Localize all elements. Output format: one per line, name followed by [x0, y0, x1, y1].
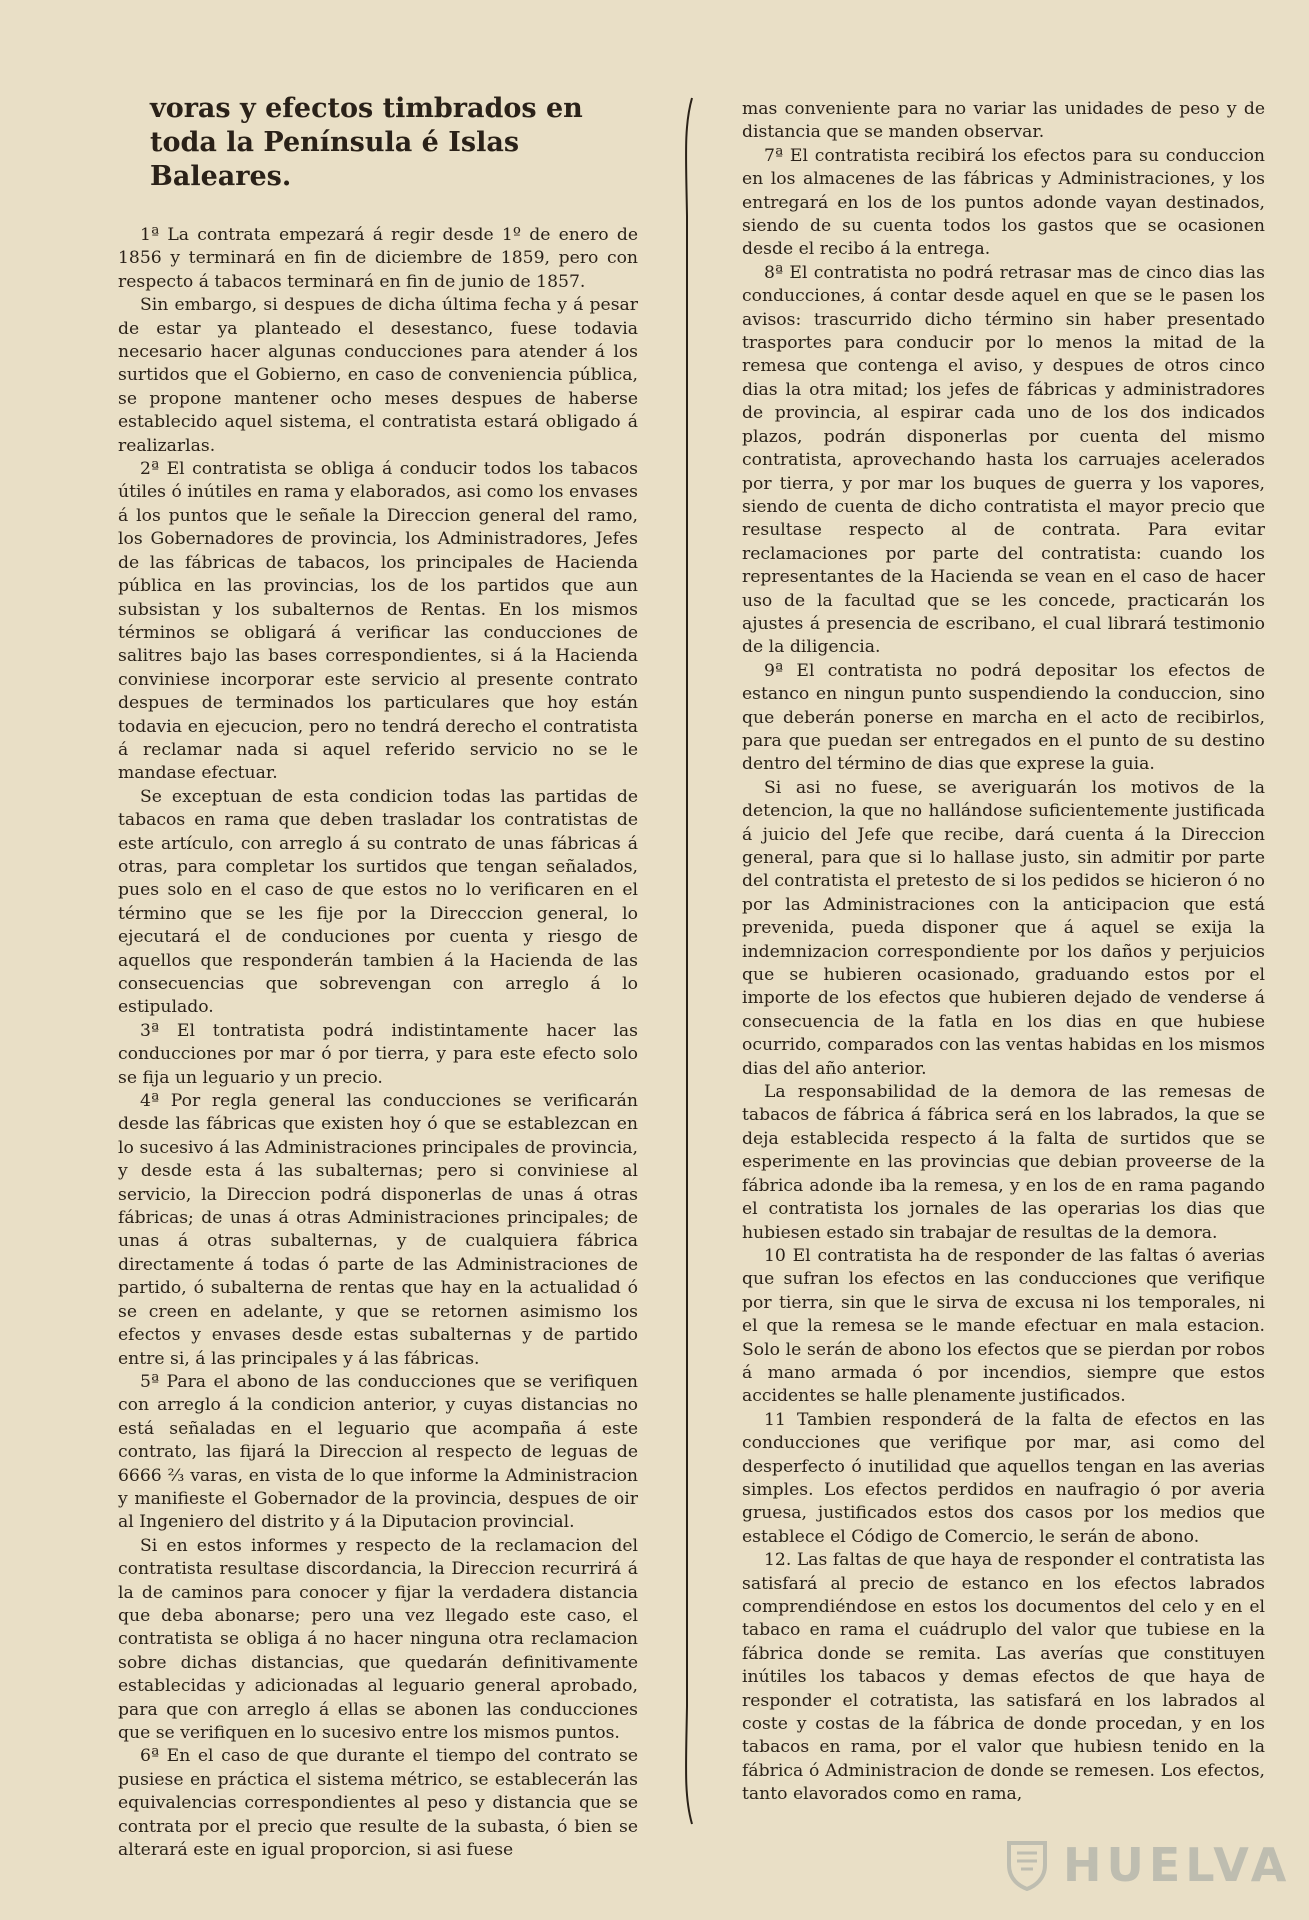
paragraph: La responsabilidad de la demora de las remesas de tabacos de fábrica á fábrica será en los labrados, la que se deja establecida respecto á la falta de surtidos que se esperimente en las provincias que debian proveerse de la fábrica adonde iba la remesa, y en los de en rama pagando el contratista los jornales de las operarias los dias que hubiesen estado sin trabajar de resultas de la demora.	[742, 1082, 1265, 1243]
paragraph: 8ª El contratista no podrá retrasar mas de cinco dias las conducciones, á contar desde aquel en que se le pasen los avisos: trascurrido dicho término sin haber presentado trasportes para conducir por lo menos la mitad de la remesa que contenga el aviso, y despues de otros cinco dias la otra mitad; los jefes de fábricas y administradores de provincia, al espirar cada uno de los dos indicados plazos, podrán disponerlas por cuenta del mismo contratista, aprovechando hasta los carruajes acelerados por tierra, y por mar los buques de guerra y los vapores, siendo de cuenta de dicho contratista el mayor precio que resultase respecto al de contrata. Para evitar reclamaciones por parte del contratista: cuando los representantes de la Hacienda se vean en el caso de hacer uso de la facultad que se les concede, practicarán los ajustes á presencia de escribano, el cual librará testimonio de la diligencia.	[742, 262, 1265, 658]
paragraph: 9ª El contratista no podrá depositar los efectos de estanco en ningun punto suspendiendo la conduccion, sino que deberán ponerse en marcha en el acto de recibirlos, para que puedan ser entregados en el punto de su destino dentro del término de dias que exprese la guia.	[742, 660, 1265, 775]
paragraph: Si en estos informes y respecto de la reclamacion del contratista resultase discordancia, la Direccion recurrirá á la de caminos para conocer y fijar la verdadera distancia que deba abonarse; pero una vez llegado este caso, el contratista se obliga á no hacer ninguna otra reclamacion sobre dichas distancias, que quedarán definitivamente establecidas y adicionadas al leguario general aprobado, para que con arreglo á ellas se abonen las conducciones que se verifiquen en lo sucesivo entre los mismos puntos.	[118, 1535, 638, 1743]
provincial-crest-icon	[1005, 1839, 1049, 1891]
left-paragraphs	[118, 224, 638, 1862]
paragraph: 6ª En el caso de que durante el tiempo del contrato se pusiese en práctica el sistema métrico, se establecerán las equivalencias correspondientes al peso y distancia que se contrata por el precio que resulte de la subasta, ó bien se alterará este en igual proporcion, si asi fuese	[118, 1746, 638, 1861]
paragraph: Sin embargo, si despues de dicha última fecha y á pesar de estar ya planteado el desestanco, fuese todavia necesario hacer algunas conducciones para atender á los surtidos que el Gobierno, en caso de conveniencia pública, se propone mantener ocho meses despues de haberse establecido aquel sistema, el contratista estará obligado á realizarlas.	[118, 295, 638, 456]
paragraph: 4ª Por regla general las conducciones se verificarán desde las fábricas que existen hoy ó que se establezcan en lo sucesivo á las Administraciones principales de provincia, y desde esta á las subalternas; pero si conviniese al servicio, la Direccion podrá disponerlas de unas á otras fábricas; de unas á otras Administraciones principales; de unas á otras subalternas, y de cualquiera fábrica directamente á todas ó parte de las Administraciones de partido, ó subalterna de rentas que hay en la actualidad ó se creen en adelante, y que se retornen asimismo los efectos y envases desde estas subalternas y de partido entre si, á las principales y á las fábricas.	[118, 1091, 638, 1369]
paragraph: 10 El contratista ha de responder de las faltas ó averias que sufran los efectos en las conducciones que verifique por tierra, sin que le sirva de excusa ni los temporales, ni el que la remesa se le mande efectuar en mala estacion. Solo le serán de abono los efectos que se pierdan por robos á mano armada ó por incendios, siempre que estos accidentes se halle plenamente justificados.	[742, 1245, 1265, 1407]
paragraph: 7ª El contratista recibirá los efectos para su conduccion en los almacenes de las fábricas y Administraciones, y los entregará en los de los puntos adonde vayan destinados, siendo de su cuenta todos los gastos que se ocasionen desde el recibo á la entrega.	[742, 145, 1265, 260]
archive-watermark	[1005, 1838, 1291, 1892]
watermark-text: HUELVA	[1063, 1838, 1292, 1892]
paragraph: 2ª El contratista se obliga á conducir todos los tabacos útiles ó inútiles en rama y elaborados, asi como los envases á los puntos que le señale la Direccion general del ramo, los Gobernadores de provincia, los Administradores, Jefes de las fábricas de tabacos, los principales de Hacienda pública en las provincias, los de los partidos que aun subsistan y los subalternos de Rentas. En los mismos términos se obligará á verificar las conducciones de salitres bajo las bases correspondientes, si á la Hacienda conviniese incorporar este servicio al presente contrato despues de terminados los particulares que hoy están todavia en ejecucion, pero no tendrá derecho el contratista á reclamar nada si aquel referido servicio no se le mandase efectuar.	[118, 459, 638, 784]
paragraph: Se exceptuan de esta condicion todas las partidas de tabacos en rama que deben trasladar los contratistas de este artículo, con arreglo á su contrato de unas fábricas á otras, para completar los surtidos que tengan señalados, pues solo en el caso de que estos no lo verificaren en el término que se les fije por la Direcccion general, lo ejecutará el de conduciones por cuenta y riesgo de aquellos que responderán tambien á la Hacienda de las consecuencias que sobrevengan con arreglo á lo estipulado.	[118, 786, 638, 1018]
paragraph: 3ª El tontratista podrá indistintamente hacer las conducciones por mar ó por tierra, y para este efecto solo se fija un leguario y un precio.	[118, 1020, 638, 1088]
column-divider	[682, 96, 698, 1826]
paragraph: 12. Las faltas de que haya de responder el contratista las satisfará al precio de estanco en los efectos labrados comprendiéndose en estos los documentos del celo y en el tabaco en rama el cuádruplo del valor que tubiese en la fábrica donde se remita. Las averías que constituyen inútiles los tabacos y demas efectos de que haya de responder el cotratista, las satisfará en los labrados al coste y costas de la fábrica de donde procedan, y en los tabacos en rama, por el valor que hubiesn tenido en la fábrica ó Administracion de donde se remesen. Los efectos, tanto elavorados como en rama,	[742, 1550, 1265, 1805]
paragraph: 1ª La contrata empezará á regir desde 1º de enero de 1856 y terminará en fin de diciembre de 1859, pero con respecto á tabacos terminará en fin de junio de 1857.	[118, 225, 638, 292]
right-paragraphs	[742, 98, 1265, 1807]
paragraph: mas conveniente para no variar las unidades de peso y de distancia que se manden observar.	[742, 99, 1265, 143]
paragraph: 5ª Para el abono de las conducciones que se verifiquen con arreglo á la condicion anterior, y cuyas distancias no está señaladas en el leguario que acompaña á este contrato, las fijará la Direccion al respecto de leguas de 6666 ⅔ varas, en vista de lo que informe la Administracion y manifieste el Gobernador de la provincia, despues de oir al Ingeniero del distrito y á la Diputacion provincial.	[118, 1371, 638, 1533]
section-heading: voras y efectos timbrados en toda la Península é Islas Baleares.	[150, 93, 583, 192]
right-column	[742, 98, 1265, 1807]
left-column	[118, 92, 638, 1862]
paragraph: Si asi no fuese, se averiguarán los motivos de la detencion, la que no hallándose suficientemente justificada á juicio del Jefe que recibe, dará cuenta á la Direccion general, para que si lo hallase justo, sin admitir por parte del contratista el pretesto de si los pedidos se hicieron ó no por las Administraciones con la anticipacion que está prevenida, pueda disponer que á aquel se exija la indemnizacion correspondiente por los daños y perjuicios que se hubieren ocasionado, graduando estos por el importe de los efectos que hubieren dejado de venderse á consecuencia de la fatla en los dias en que hubiese ocurrido, comparados con las ventas habidas en los mismos dias del año anterior.	[742, 777, 1265, 1079]
paragraph: 11 Tambien responderá de la falta de efectos en las conducciones que verifique por mar, asi como del desperfecto ó inutilidad que aquellos tengan en las averias simples. Los efectos perdidos en naufragio ó por averia gruesa, justificados estos dos casos por los medios que establece el Código de Comercio, le serán de abono.	[742, 1409, 1265, 1547]
